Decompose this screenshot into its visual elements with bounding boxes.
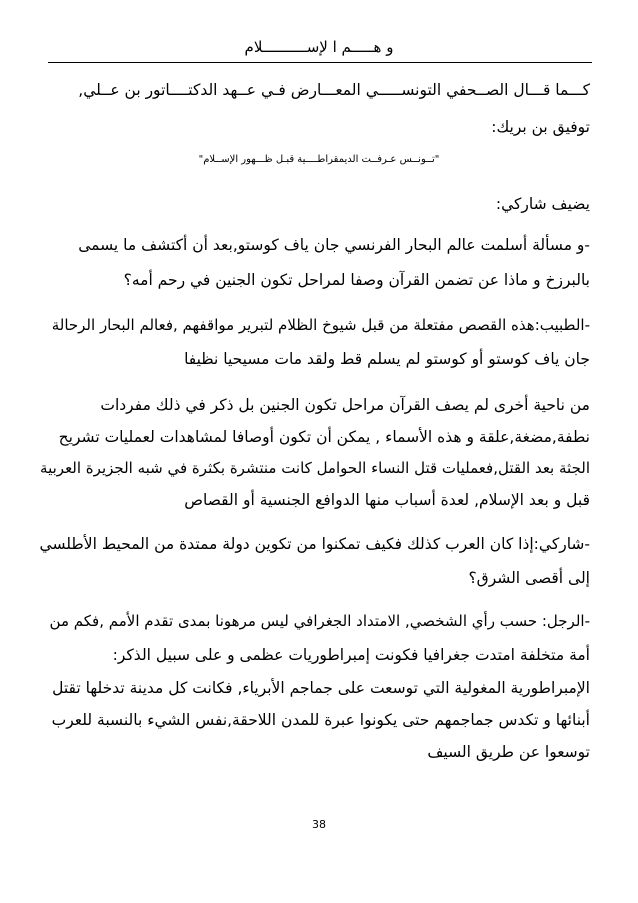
text-line: قبل و بعد الإسلام, لعدة أسباب منها الدوافع الجنسية أو القصاص bbox=[184, 491, 590, 509]
text-line: أبنائها و تكدس جماجمهم حتى يكونوا عبرة للمدن اللاحقة,نفس الشيء بالنسبة للعرب bbox=[51, 711, 590, 729]
text-line: يضيف شاركي: bbox=[495, 195, 590, 213]
text-line: -شاركي:إذا كان العرب كذلك فكيف تمكنوا من تكوين دولة ممتدة من المحيط الأطلسي bbox=[39, 535, 590, 553]
text-line: -و مسألة أسلمت عالم البحار الفرنسي جان ياف كوستو,بعد أن أكتشف ما يسمى bbox=[78, 236, 590, 254]
quote-line: "تــونــس عـرفــت الديمقراطــــية قبـل ظـــهور الإســلام" bbox=[198, 154, 440, 165]
text-line: توفيق بن بريك: bbox=[491, 118, 590, 136]
text-line: -الطبيب:هذه القصص مفتعلة من قبل شيوخ الظلام لتبرير مواقفهم ,فعالم البحار الرحالة bbox=[51, 316, 590, 334]
text-line: بالبرزخ و ماذا عن تضمن القرآن وصفا لمراحل تكون الجنين في رحم أمه؟ bbox=[123, 271, 590, 289]
text-line: توسعوا عن طريق السيف bbox=[427, 743, 590, 761]
text-line: إلى أقصى الشرق؟ bbox=[468, 569, 590, 587]
text-line: الإمبراطورية المغولية التي توسعت على جماجم الأبرياء, فكانت كل مدينة تدخلها تقتل bbox=[52, 679, 590, 697]
text-line: من ناحية أخرى لم يصف القرآن مراحل تكون الجنين بل ذكر في ذلك مفردات bbox=[100, 396, 590, 414]
text-line: كـــما قـــال الصــحفي التونســـــي المعـــارض فـي عــهد الدكتــــاتور بن عــلي, bbox=[78, 81, 590, 99]
text-line: -الرجل: حسب رأي الشخصي, الامتداد الجغرافي ليس مرهونا بمدى تقدم الأمم ,فكم من bbox=[49, 612, 590, 630]
text-line: جان ياف كوستو أو كوستو لم يسلم قط ولقد مات مسيحيا نظيفا bbox=[184, 350, 590, 368]
page-header: و هـــــم ا لإســــــــــلام bbox=[244, 38, 394, 56]
header-divider bbox=[48, 62, 592, 63]
page-number: 38 bbox=[312, 818, 326, 831]
text-line: أمة متخلفة امتدت جغرافيا فكونت إمبراطوريات عظمى و على سبيل الذكر: bbox=[112, 646, 590, 664]
text-line: نطفة,مضغة,علقة و هذه الأسماء , يمكن أن تكون أوصافا لمشاهدات لعمليات تشريح bbox=[58, 428, 590, 446]
text-line: الجثة بعد القتل,فعمليات قتل النساء الحوامل كانت منتشرة بكثرة في شبه الجزيرة العربية bbox=[40, 459, 590, 477]
